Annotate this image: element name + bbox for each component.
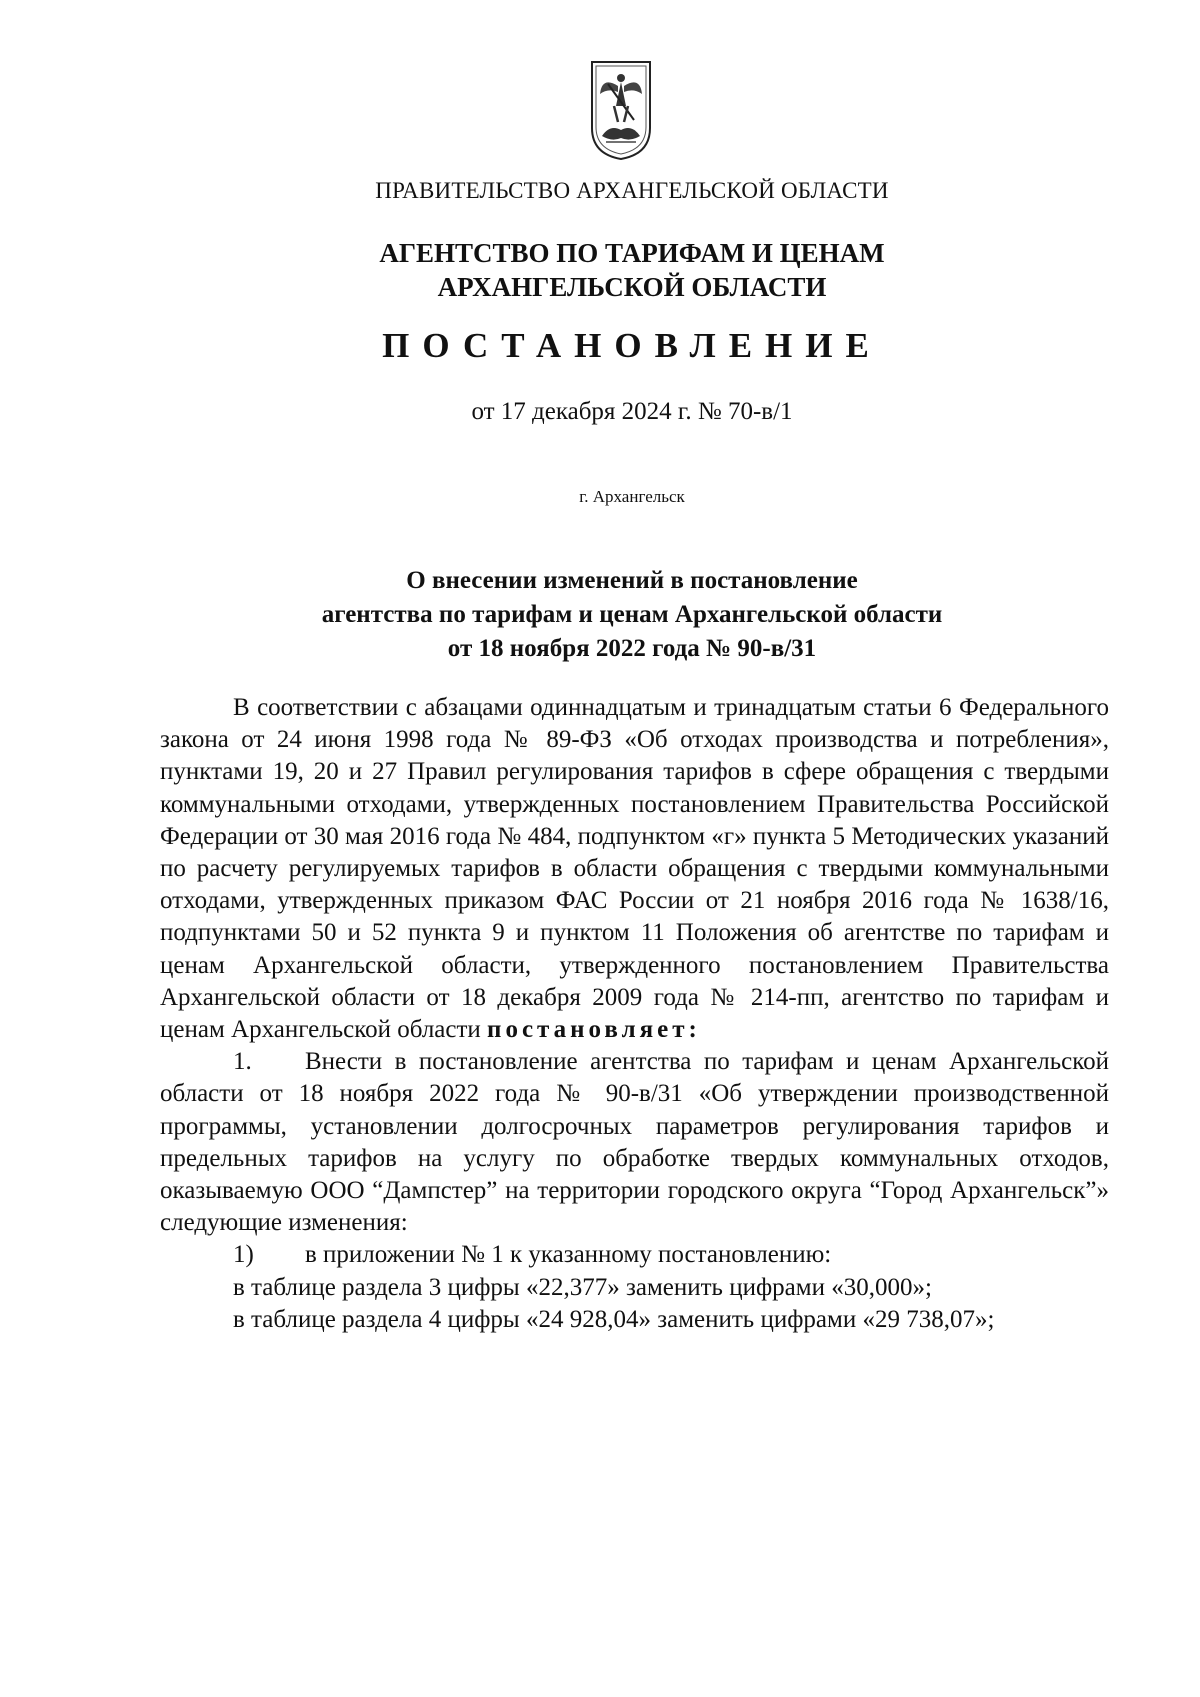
- agency-name-line1: АГЕНТСТВО ПО ТАРИФАМ И ЦЕНАМ: [379, 238, 885, 268]
- coat-of-arms-icon: [588, 58, 654, 162]
- document-city: г. Архангельск: [579, 487, 685, 506]
- preamble-paragraph: [160, 692, 1109, 1046]
- title-line1: О внесении изменений в постановление: [406, 567, 858, 594]
- title-line2: агентства по тарифам и ценам Архангельской области: [321, 601, 943, 628]
- document-body: [160, 692, 1109, 1336]
- subclause-1-number: 1): [233, 1241, 254, 1269]
- preamble-text: В соответствии с абзацами одиннадцатым и тринадцатым статьи 6 Федерального закона от 24 июня 1998 года № 89-ФЗ «Об отходах производства и потребления», пунктами 19, 20 и 27 Правил регулирования тарифов в сфере обращения с твердыми коммунальными отходами, утвержденных постановлением Правительства Российской Федерации от 30 мая 2016 года № 484, подпунктом «г» пункта 5 Методических указаний по расчету регулируемых тарифов в области обращения с твердыми коммунальными отходами, утвержденных приказом ФАС России от 21 ноября 2016 года № 1638/16, подпунктами 50 и 52 пункта 9 и пунктом 11 Положения об агентстве по тарифам и ценам Архангельской области, утвержденного постановлением Правительства Архангельской области от 18 декабря 2009 года № 214-пп, агентство по тарифам и ценам Архангельской области: [160, 694, 1109, 1044]
- subclause-1-text: в приложении № 1 к указанному постановлению:: [305, 1241, 832, 1269]
- document-title: [0, 564, 1200, 666]
- title-line3: от 18 ноября 2022 года № 90-в/31: [447, 635, 817, 662]
- clause-1-paragraph: [160, 1046, 1109, 1239]
- resolves-emphasis: постановляет:: [487, 1016, 701, 1044]
- document-type: ПОСТАНОВЛЕНИЕ: [382, 326, 882, 365]
- document-date-number: от 17 декабря 2024 г. № 70-в/1: [471, 398, 793, 425]
- table-3-change: в таблице раздела 3 цифры «22,377» заменить цифрами «30,000»;: [233, 1273, 932, 1301]
- agency-name: [0, 236, 1200, 304]
- government-name: ПРАВИТЕЛЬСТВО АРХАНГЕЛЬСКОЙ ОБЛАСТИ: [375, 178, 889, 203]
- subclause-1-paragraph: [160, 1239, 1109, 1271]
- clause-1-number: 1.: [233, 1048, 252, 1076]
- table-4-change: в таблице раздела 4 цифры «24 928,04» заменить цифрами «29 738,07»;: [233, 1305, 995, 1333]
- clause-1-text: Внести в постановление агентства по тарифам и ценам Архангельской области от 18 ноября 2022 года № 90-в/31 «Об утверждении производственной программы, установлении долгосрочных параметров регулирования тарифов и предельных тарифов на услугу по обработке твердых коммунальных отходов, оказываемую ООО “Дампстер” на территории городского округа “Город Архангельск”» следующие изменения:: [160, 1048, 1109, 1237]
- agency-name-line2: АРХАНГЕЛЬСКОЙ ОБЛАСТИ: [437, 272, 827, 302]
